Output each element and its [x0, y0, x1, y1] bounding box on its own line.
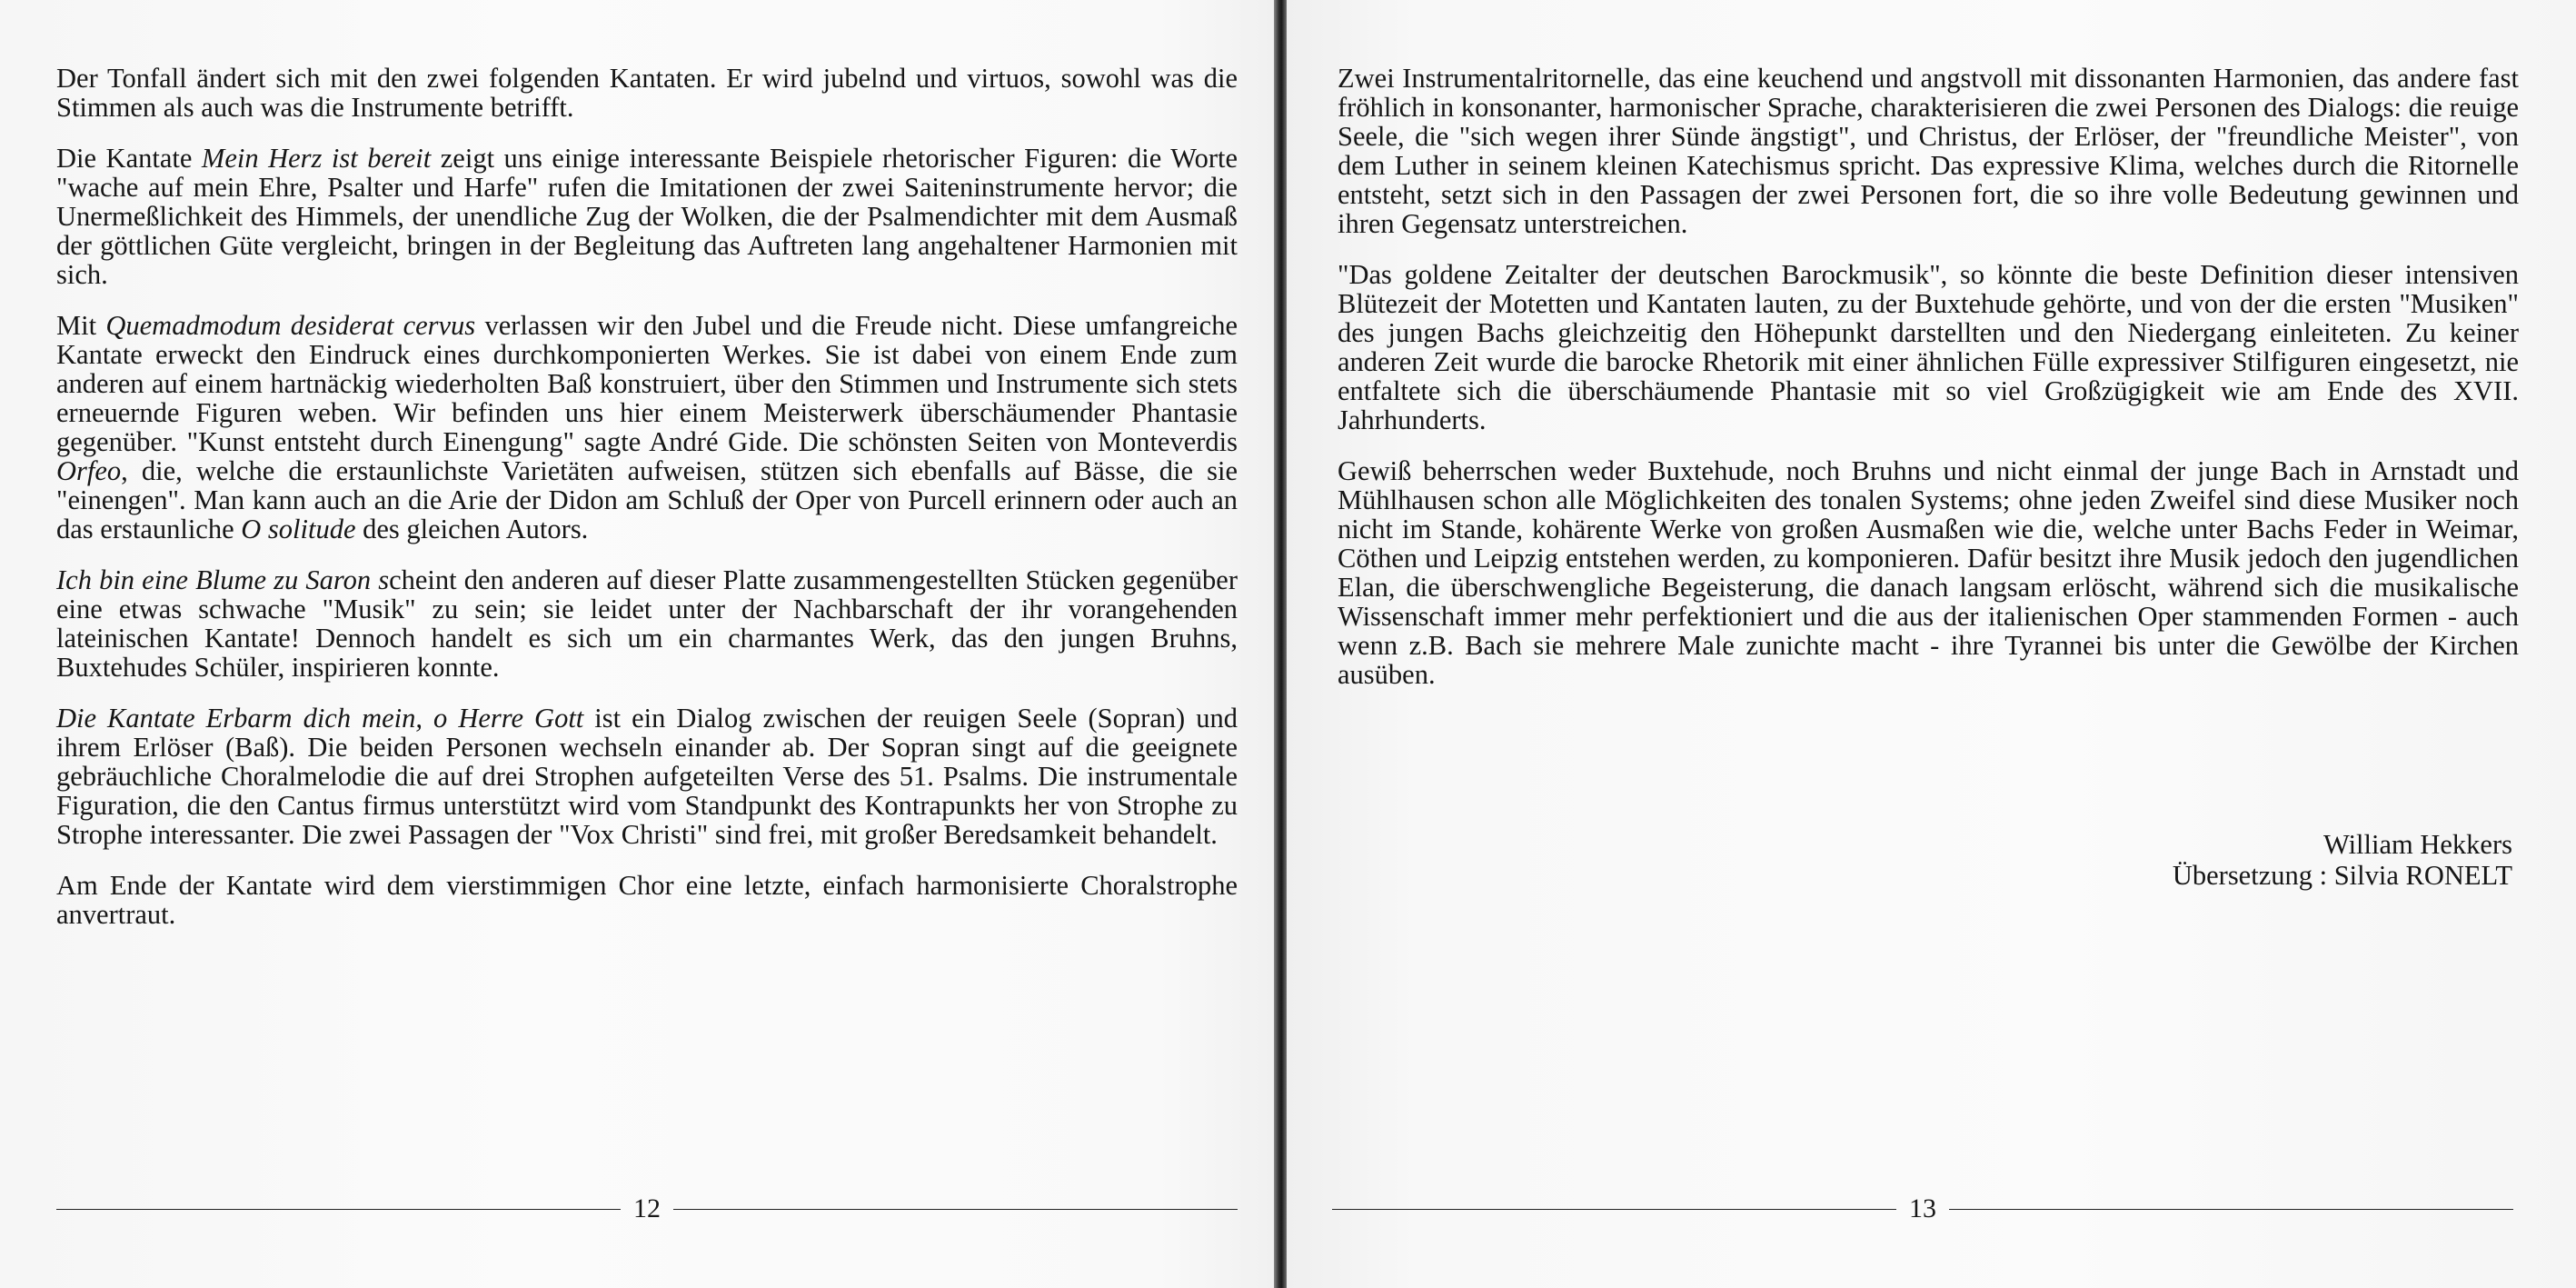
footer-rule [56, 1209, 621, 1210]
italic-title-text: O solitude [241, 514, 356, 544]
body-text: "Das goldene Zeitalter der deutschen Barockmusik", so könnte die beste Definition dieser intensiven Blütezeit der Motetten und Kantaten lauten, zu der Buxtehude gehörte, und von der die ersten "Musiken" des jungen Bachs gleichzeitig den Höhepunkt darstellten und den Niedergang einleiteten. Zu keiner anderen Zeit wurde die barocke Rhetorik mit einer ähnlichen Fülle expressiver Stilfiguren eingesetzt, nie entfaltete sich die überschäumende Phantasie mit so viel Großzügigkeit wie am Ende des XVII. Jahrhunderts. [1338, 259, 2519, 435]
right-paragraph [1338, 456, 2519, 689]
left-paragraph [56, 311, 1238, 544]
left-page-footer [56, 1191, 1238, 1227]
left-page [56, 64, 1238, 929]
left-paragraph [56, 871, 1238, 929]
italic-title-text: Orfeo [56, 455, 122, 486]
left-paragraph [56, 144, 1238, 289]
body-text: , die, welche die erstaunlichste Varietäten aufweisen, stützen sich ebenfalls auf Bässe, die sie "einengen". Man kann auch an die Arie der Didon am Schluß der Oper von Purcell erinnern oder auch an das erstaunliche [56, 455, 1238, 544]
body-text: Mit [56, 310, 106, 341]
body-text: verlassen wir den Jubel und die Freude nicht. Diese umfangreiche Kantate erweckt den Eindruck eines durchkomponierten Werkes. Sie ist dabei von einem Ende zum anderen auf einem hartnäckig wiederholten Baß konstruiert, über den Stimmen und Instrumente sich stets erneuernde Figuren weben. Wir befinden uns hier einem Meisterwerk überschäumender Phantasie gegenüber. "Kunst entsteht durch Einengung" sagte André Gide. Die schönsten Seiten von Monteverdis [56, 310, 1238, 457]
right-page-footer [1332, 1191, 2513, 1227]
footer-rule [1949, 1209, 2513, 1210]
italic-title-text: Ich bin eine Blume zu Saron s [56, 564, 390, 595]
signature-block [2173, 829, 2512, 891]
left-paragraph [56, 64, 1238, 122]
body-text: cheint den anderen auf dieser Platte zusammengestellten Stücken gegenüber eine etwas schwache "Musik" zu sein; sie leidet unter der Nachbarschaft der ihr vorangehenden lateinischen Kantate! Dennoch handelt es sich um ein charmantes Werk, das den jungen Bruhns, Buxtehudes Schüler, inspirieren konnte. [56, 564, 1238, 683]
body-text: zeigt uns einige interessante Beispiele rhetorischer Figuren: die Worte "wache auf mein Ehre, Psalter und Harfe" rufen die Imitationen der zwei Saiteninstrumente hervor; die Unermeßlichkeit des Himmels, der unendliche Zug der Wolken, die der Psalmendichter mit dem Ausmaß der göttlichen Güte vergleicht, bringen in der Begleitung das Auftreten lang angehaltener Harmonien mit sich. [56, 143, 1238, 290]
page-number: 13 [1909, 1193, 1936, 1223]
body-text: Zwei Instrumentalritornelle, das eine keuchend und angstvoll mit dissonanten Harmonien, das andere fast fröhlich in konsonanter, harmonischer Sprache, charakterisieren die zwei Personen des Dialogs: die reuige Seele, die "sich wegen ihrer Sünde ängstigt", und Christus, der Erlöser, der "freundliche Meister", von dem Luther in seinem kleinen Katechismus spricht. Das expressive Klima, welches durch die Ritornelle entsteht, setzt sich in den Passagen der zwei Personen fort, die so ihre volle Bedeutung gewinnen und ihren Gegensatz unterstreichen. [1338, 63, 2519, 239]
body-text: des gleichen Autors. [355, 514, 589, 544]
footer-rule [1332, 1209, 1896, 1210]
footer-rule [673, 1209, 1238, 1210]
right-page [1338, 64, 2519, 689]
right-paragraph [1338, 260, 2519, 434]
booklet-spine [1274, 0, 1287, 1288]
body-text: Der Tonfall ändert sich mit den zwei folgenden Kantaten. Er wird jubelnd und virtuos, sowohl was die Stimmen als auch was die Instrumente betrifft. [56, 63, 1238, 123]
author-name: William Hekkers [2323, 829, 2512, 860]
body-text: Am Ende der Kantate wird dem vierstimmigen Chor eine letzte, einfach harmonisierte Choralstrophe anvertraut. [56, 870, 1238, 930]
right-paragraph [1338, 64, 2519, 238]
body-text: Gewiß beherrschen weder Buxtehude, noch Bruhns und nicht einmal der junge Bach in Arnstadt und Mühlhausen schon alle Möglichkeiten des tonalen Systems; ohne jeden Zweifel sind diese Musiker noch nicht im Stande, kohärente Werke von großen Ausmaßen wie die, welche unter Bachs Feder in Weimar, Cöthen und Leipzig entstehen werden, zu komponieren. Dafür besitzt ihre Musik jedoch den jugendlichen Elan, die überschwengliche Begeisterung, die danach langsam erlöscht, während sich die musikalische Wissenschaft immer mehr perfektioniert und die aus der italienischen Oper stammenden Formen - auch wenn z.B. Bach sie mehrere Male zunichte macht - ihre Tyrannei bis unter die Gewölbe der Kirchen ausüben. [1338, 455, 2519, 690]
body-text: ist ein Dialog zwischen der reuigen Seele (Sopran) und ihrem Erlöser (Baß). Die beiden Personen wechseln einander ab. Der Sopran singt auf die geeignete gebräuchliche Choralmelodie die auf drei Strophen aufgeteilten Verse des 51. Psalms. Die instrumentale Figuration, die den Cantus firmus unterstützt wird vom Standpunkt des Kontrapunkts her von Strophe zu Strophe interessanter. Die zwei Passagen der "Vox Christi" sind frei, mit großer Beredsamkeit behandelt. [56, 703, 1238, 850]
page-number: 12 [633, 1193, 661, 1223]
italic-title-text: Mein Herz ist bereit [201, 143, 432, 174]
left-paragraph [56, 704, 1238, 849]
italic-title-text: Die Kantate Erbarm dich mein, o Herre Gott [56, 703, 584, 734]
translator-credit: Übersetzung : Silvia RONELT [2172, 860, 2512, 891]
italic-title-text: Quemadmodum desiderat cervus [105, 310, 476, 341]
body-text: Die Kantate [56, 143, 202, 174]
left-paragraph [56, 565, 1238, 682]
